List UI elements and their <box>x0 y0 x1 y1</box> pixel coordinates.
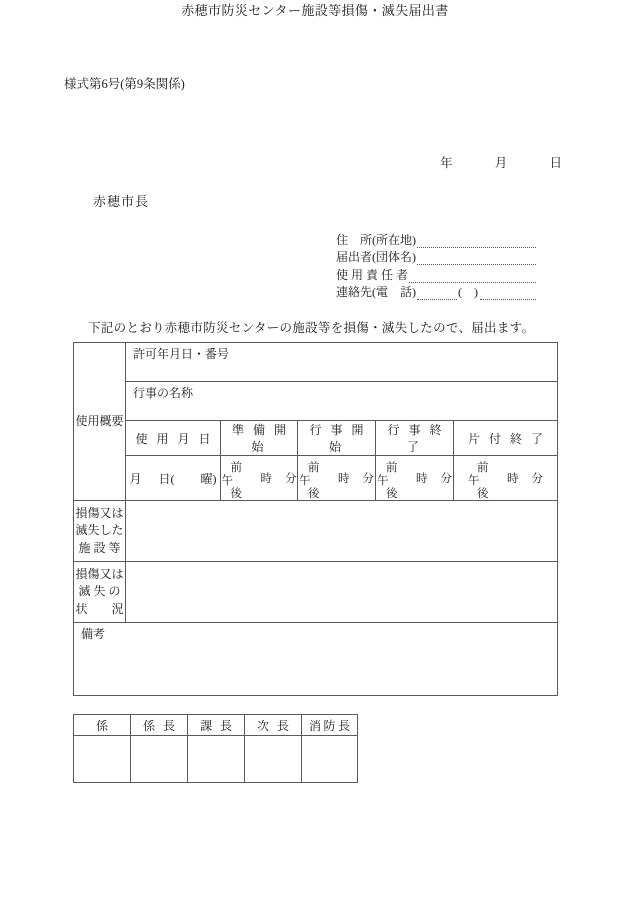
prep-start-minute-label: 分 <box>285 473 297 485</box>
cleanup-end-hour-label: 時 <box>507 473 519 485</box>
damage-status-label-line2: 滅 失 の <box>78 584 121 599</box>
damage-status-input[interactable] <box>126 562 558 623</box>
damaged-facility-input[interactable] <box>126 501 558 562</box>
approval-stamp-kakaricho[interactable] <box>131 736 188 783</box>
column-header-event-start: 行 事 開 始 <box>298 421 376 456</box>
damage-status-label-line3: 状 況 <box>75 601 124 616</box>
table-row-permit <box>74 343 558 382</box>
event-start-time-cell[interactable] <box>298 456 376 501</box>
event-end-pm-label[interactable]: 後 <box>386 488 398 500</box>
applicant-contact-label: 連絡先(電 話) <box>336 285 416 299</box>
applicant-contact-paren: ( ) <box>458 285 478 299</box>
applicant-submitter-label: 届出者(団体名) <box>336 250 416 264</box>
use-date-month-label: 月 <box>129 471 142 486</box>
page-title: 赤穂市防災センター施設等損傷・滅失届出書 <box>181 3 449 18</box>
approval-stamp-shobocho[interactable] <box>302 736 358 783</box>
remarks-label: 備考 <box>81 627 106 641</box>
permit-cell[interactable] <box>126 343 558 382</box>
applicant-submitter-input[interactable] <box>417 253 536 265</box>
prep-start-am-label[interactable]: 前 <box>230 462 242 474</box>
event-start-pm-label[interactable]: 後 <box>308 488 320 500</box>
applicant-manager-label: 使 用 責 任 者 <box>336 267 409 282</box>
applicant-manager-row <box>336 265 536 283</box>
event-end-minute-label: 分 <box>440 473 452 485</box>
applicant-submitter-row <box>336 248 536 266</box>
main-form-table <box>73 342 558 696</box>
date-month-label: 月 <box>494 156 508 170</box>
applicant-contact-row <box>336 283 536 301</box>
approval-header-row <box>74 715 358 736</box>
cleanup-end-gogo-label: 午 <box>468 475 480 487</box>
damage-status-label <box>74 562 126 623</box>
damaged-facility-label-line3: 施 設 等 <box>78 540 121 555</box>
applicant-address-row <box>336 230 536 248</box>
event-end-gogo-label: 午 <box>377 475 389 487</box>
event-start-time-inner <box>298 456 375 500</box>
applicant-manager-input[interactable] <box>409 271 536 283</box>
remarks-cell[interactable] <box>74 623 558 696</box>
permit-label: 許可年月日・番号 <box>133 347 230 361</box>
table-row-event-name <box>74 382 558 421</box>
form-number: 様式第6号(第9条関係) <box>64 77 185 91</box>
cleanup-end-pm-label[interactable]: 後 <box>477 488 489 500</box>
date-year-label: 年 <box>440 156 453 170</box>
event-name-cell[interactable] <box>126 382 558 421</box>
column-header-event-end: 行 事 終 了 <box>376 421 454 456</box>
approval-stamp-kacho[interactable] <box>188 736 245 783</box>
prep-start-ampm-group[interactable] <box>222 458 248 498</box>
table-row-damage-status <box>74 562 558 623</box>
statement-text: 下記のとおり赤穂市防災センターの施設等を損傷・滅失したので、届出ます。 <box>88 321 535 335</box>
use-date-cell[interactable] <box>126 456 221 501</box>
applicant-address-label: 住 所(所在地) <box>336 232 416 247</box>
approval-stamp-jicho[interactable] <box>245 736 302 783</box>
prep-start-gogo-label: 午 <box>221 475 233 487</box>
prep-start-pm-label[interactable]: 後 <box>230 488 242 500</box>
event-start-ampm-group[interactable] <box>299 458 325 498</box>
use-date-day-label: 日( <box>158 471 175 486</box>
column-header-use-date: 使 用 月 日 <box>126 421 221 456</box>
damaged-facility-label <box>74 501 126 562</box>
column-header-prep-start: 準 備 開 始 <box>221 421 298 456</box>
event-start-am-label[interactable]: 前 <box>308 462 320 474</box>
event-end-time-inner <box>376 456 453 500</box>
cleanup-end-am-label[interactable]: 前 <box>477 462 489 474</box>
event-start-minute-label: 分 <box>362 473 374 485</box>
approval-stamp-row <box>74 736 358 783</box>
usage-summary-label: 使用概要 <box>74 343 126 501</box>
damage-status-label-line1: 損傷又は <box>75 566 124 581</box>
recipient-label: 赤穂市長 <box>93 194 150 209</box>
approval-header-kakari: 係 <box>74 715 131 736</box>
table-row-remarks <box>74 623 558 696</box>
column-header-cleanup-end: 片 付 終 了 <box>454 421 558 456</box>
approval-header-shobocho: 消防長 <box>302 715 358 736</box>
event-start-gogo-label: 午 <box>299 475 311 487</box>
damaged-facility-label-line2: 滅失した <box>75 523 124 538</box>
approval-header-kacho: 課 長 <box>188 715 245 736</box>
use-date-weekday-label: 曜) <box>200 471 217 486</box>
event-end-hour-label: 時 <box>416 473 428 485</box>
applicant-block <box>336 230 536 300</box>
approval-stamp-table <box>73 714 358 783</box>
cleanup-end-time-cell[interactable] <box>454 456 558 501</box>
approval-header-jicho: 次 長 <box>245 715 302 736</box>
event-end-ampm-group[interactable] <box>377 458 403 498</box>
cleanup-end-time-inner <box>454 456 557 500</box>
event-start-hour-label: 時 <box>338 473 350 485</box>
table-row-time-entry <box>74 456 558 501</box>
table-row-damaged-facility <box>74 501 558 562</box>
applicant-address-input[interactable] <box>417 236 536 248</box>
date-line <box>440 157 562 170</box>
applicant-contact-area-input[interactable] <box>417 288 457 300</box>
event-end-am-label[interactable]: 前 <box>386 462 398 474</box>
event-name-label: 行事の名称 <box>133 386 194 400</box>
prep-start-hour-label: 時 <box>260 473 272 485</box>
event-end-time-cell[interactable] <box>376 456 454 501</box>
approval-stamp-kakari[interactable] <box>74 736 131 783</box>
table-row-column-headers <box>74 421 558 456</box>
cleanup-end-minute-label: 分 <box>531 473 544 485</box>
prep-start-time-cell[interactable] <box>221 456 298 501</box>
prep-start-time-inner <box>221 456 297 500</box>
applicant-contact-number-input[interactable] <box>480 288 536 300</box>
date-day-label: 日 <box>549 156 563 170</box>
damaged-facility-label-line1: 損傷又は <box>75 505 124 520</box>
approval-header-kakaricho: 係 長 <box>131 715 188 736</box>
cleanup-end-ampm-group[interactable] <box>468 458 494 498</box>
